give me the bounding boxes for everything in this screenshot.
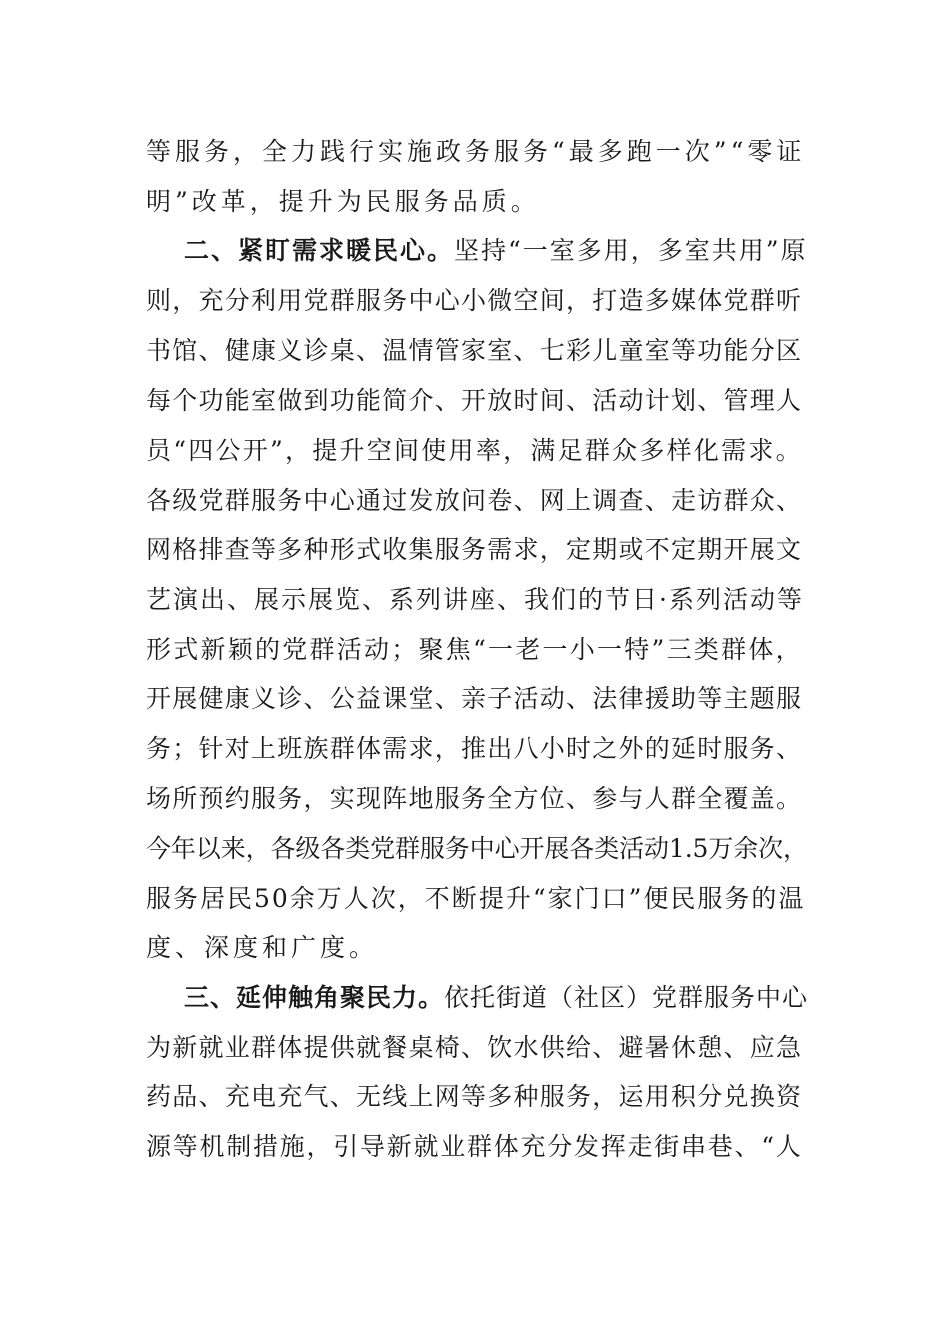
text-line-17: 度、深度和广度。 — [146, 933, 379, 962]
text-line-12: 开展健康义诊、公益课堂、亲子活动、法律援助等主题服 — [146, 684, 803, 713]
section-2-heading: 二、紧盯需求暖民心。 — [184, 236, 455, 265]
text-line-5: 书馆、健康义诊桌、温情管家室、七彩儿童室等功能分区 — [146, 336, 803, 365]
text-line-19: 为新就业群体提供就餐桌椅、饮水供给、避暑休憩、应急 — [146, 1033, 803, 1062]
text-line-7: 员“四公开”，提升空间使用率，满足群众多样化需求。 — [146, 436, 803, 465]
section-3-heading: 三、延伸触角聚民力。 — [184, 983, 445, 1012]
text-line-10: 艺演出、展示展览、系列讲座、我们的节日·系列活动等 — [146, 585, 804, 614]
section-3-first-line: 三、延伸触角聚民力。依托街道（社区）党群服务中心 — [184, 983, 809, 1012]
text-line-21: 源等机制措施，引导新就业群体充分发挥走街串巷、“人 — [146, 1132, 803, 1161]
text-line-20: 药品、充电充气、无线上网等多种服务，运用积分兑换资 — [146, 1082, 803, 1111]
text-line-2: 明”改革，提升为民服务品质。 — [146, 187, 540, 216]
text-line-4: 则，充分利用党群服务中心小微空间，打造多媒体党群听 — [146, 286, 803, 315]
text-line-8: 各级党群服务中心通过发放问卷、网上调查、走访群众、 — [146, 486, 803, 515]
text-line-11: 形式新颖的党群活动；聚焦“一老一小一特”三类群体， — [146, 635, 803, 664]
text-line-9: 网格排查等多种形式收集服务需求，定期或不定期开展文 — [146, 535, 803, 564]
section-2-first-line: 二、紧盯需求暖民心。坚持“一室多用，多室共用”原 — [184, 236, 808, 265]
text-line-14: 场所预约服务，实现阵地服务全方位、参与人群全覆盖。 — [146, 784, 803, 813]
text-line-6: 每个功能室做到功能简介、开放时间、活动计划、管理人 — [146, 386, 803, 415]
text-line-15: 今年以来，各级各类党群服务中心开展各类活动1.5万余次， — [146, 834, 808, 863]
text-line-1: 等服务，全力践行实施政务服务“最多跑一次”“零证 — [146, 137, 806, 166]
text-line-16: 服务居民50余万人次，不断提升“家门口”便民服务的温 — [146, 884, 806, 913]
text-line-13: 务；针对上班族群体需求，推出八小时之外的延时服务、 — [146, 734, 803, 763]
